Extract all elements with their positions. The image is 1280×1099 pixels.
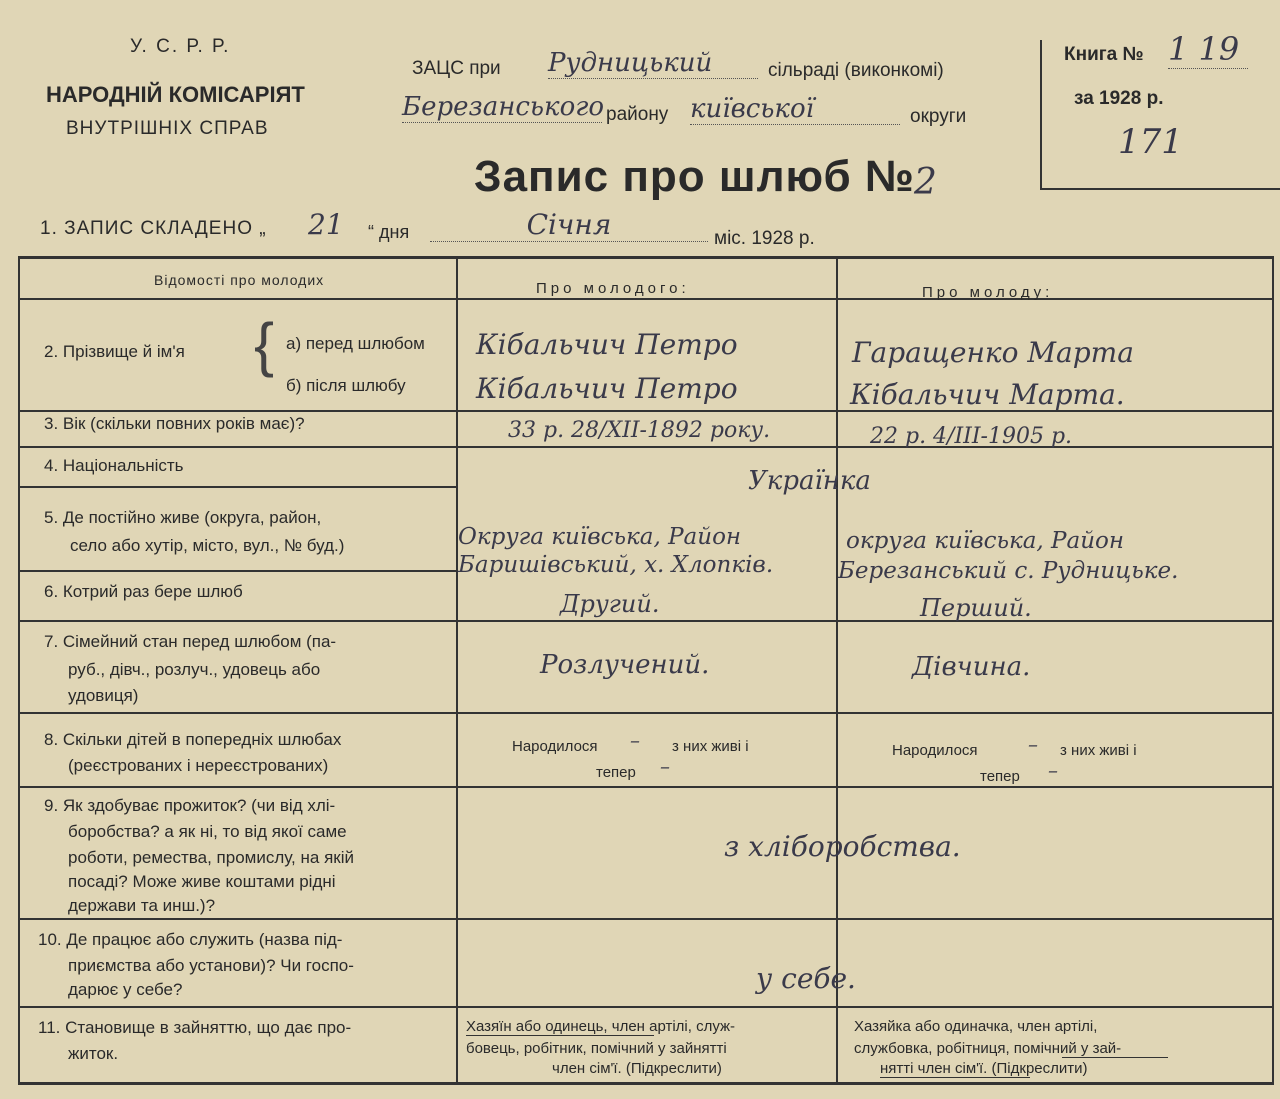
bride-name-before: Гаращенко Марта xyxy=(852,336,1134,369)
table-header-border xyxy=(18,298,1274,300)
groom-children-born: – xyxy=(630,728,640,752)
workplace-value: у себе. xyxy=(756,962,856,995)
row-2-after-label: б) після шлюбу xyxy=(286,376,406,395)
col-bride-header: Про молоду: xyxy=(922,284,1054,301)
col-divider-2 xyxy=(836,256,838,1084)
col-info-header: Відомості про молодих xyxy=(154,272,325,288)
row-border-4 xyxy=(18,446,1274,448)
record-day-suffix: “ дня xyxy=(368,222,410,242)
row-9-label-4: посаді? Може живе коштами рідні xyxy=(68,872,336,891)
bride-occupation-line-1: Хазяйка або одиначка, член артілі, xyxy=(854,1018,1098,1035)
groom-occupation-line-2: бовець, робітник, помічний у зайнятті xyxy=(466,1040,727,1057)
bride-marital-status: Дівчина. xyxy=(912,652,1031,682)
internal-affairs-label: ВНУТРІШНІХ СПРАВ xyxy=(66,118,269,139)
row-4-label: 4. Національність xyxy=(44,456,184,475)
row-11-label-1: 11. Становище в зайняттю, що дає про- xyxy=(38,1018,352,1037)
groom-children-now: – xyxy=(660,754,670,778)
okruha-label: округи xyxy=(910,106,967,127)
row-8-label-1: 8. Скільки дітей в попередніх шлюбах xyxy=(44,730,342,749)
row-border-10 xyxy=(18,918,1274,920)
groom-residence-1: Округа київська, Район xyxy=(458,524,742,550)
row-11-label-2: житок. xyxy=(68,1044,119,1063)
groom-name-after: Кібальчич Петро xyxy=(476,372,738,405)
page-title: Запис про шлюб № xyxy=(474,152,915,201)
groom-age: 33 р. 28/XII-1892 року. xyxy=(508,418,771,443)
groom-choice-underline xyxy=(466,1035,654,1036)
bride-residence-1: округа київська, Район xyxy=(846,528,1125,554)
book-number: 1 19 xyxy=(1168,30,1248,69)
row-9-label-3: роботи, ремества, промислу, на якій xyxy=(68,848,354,867)
col-groom-header: Про молодого: xyxy=(536,280,690,297)
groom-children-born-label: Народилося xyxy=(512,738,598,755)
zags-suffix: сільраді (виконкомі) xyxy=(768,60,944,81)
table-right-border xyxy=(1272,256,1274,1084)
row-5-label-1: 5. Де постійно живе (округа, район, xyxy=(44,508,322,527)
row-9-label-1: 9. Як здобуває прожиток? (чи від хлі- xyxy=(44,796,336,815)
row-7-label-3: удовиця) xyxy=(68,686,139,705)
record-month-suffix: міс. 1928 р. xyxy=(714,228,815,249)
ussr-label: У. С. Р. Р. xyxy=(130,36,231,57)
groom-occupation-line-1: Хазяїн або одинець, член артілі, служ- xyxy=(466,1018,736,1035)
bride-children-now-label: тепер xyxy=(980,768,1020,785)
groom-children-alive-label: з них живі і xyxy=(672,738,749,755)
row-7-label-1: 7. Сімейний стан перед шлюбом (па- xyxy=(44,632,337,651)
book-year: за 1928 р. xyxy=(1074,88,1164,109)
groom-children-now-label: тепер xyxy=(596,764,636,781)
bride-marriage-count: Перший. xyxy=(920,594,1032,622)
groom-name-before: Кібальчич Петро xyxy=(476,328,738,361)
row-2-brace: { xyxy=(254,311,275,378)
livelihood-value: з хліборобства. xyxy=(724,830,961,863)
row-10-label-2: приємства або установи)? Чи госпо- xyxy=(68,956,354,975)
row-border-11 xyxy=(18,1006,1274,1008)
row-border-5 xyxy=(18,486,458,488)
bride-occupation-line-3: нятті член сім'ї. (Підкреслити) xyxy=(880,1060,1088,1077)
row-10-label-1: 10. Де працює або служить (назва під- xyxy=(38,930,343,949)
col-divider-1 xyxy=(456,256,458,1084)
groom-marriage-count: Другий. xyxy=(560,590,660,618)
groom-occupation-line-3: член сім'ї. (Підкреслити) xyxy=(552,1060,722,1077)
bride-children-born-label: Народилося xyxy=(892,742,978,759)
row-3-label: 3. Вік (скільки повних років має)? xyxy=(44,414,305,433)
book-note: 171 xyxy=(1118,122,1183,162)
record-day: 21 xyxy=(308,208,344,241)
record-month: Січня xyxy=(430,208,708,242)
record-number: 2 xyxy=(914,162,937,203)
groom-residence-2: Баришівський, х. Хлопків. xyxy=(458,552,774,578)
row-2-label: 2. Прізвище й ім'я xyxy=(44,342,185,361)
row-2-before-label: а) перед шлюбом xyxy=(286,334,425,353)
table-left-border xyxy=(18,256,20,1084)
bride-name-after: Кібальчич Марта. xyxy=(850,378,1125,411)
bride-occupation-line-2: службовка, робітниця, помічний у зай- xyxy=(854,1040,1122,1057)
commissariat-label: НАРОДНІЙ КОМІСАРІЯТ xyxy=(46,82,305,107)
row-border-7 xyxy=(18,620,1274,622)
row-border-6 xyxy=(18,570,458,572)
table-top-border xyxy=(18,256,1274,259)
okruha-value: київської xyxy=(690,94,900,125)
row-5-label-2: село або хутір, місто, вул., № буд.) xyxy=(70,536,345,555)
row-7-label-2: руб., дівч., розлуч., удовець або xyxy=(68,660,321,679)
district-label: району xyxy=(606,104,669,125)
bride-choice-underline-2 xyxy=(880,1077,1030,1078)
row-9-label-2: боробства? а як ні, то від якої саме xyxy=(68,822,347,841)
row-8-label-2: (реєстрованих і нереєстрованих) xyxy=(68,756,329,775)
row-10-label-3: дарює у себе? xyxy=(68,980,183,999)
bride-residence-2: Березанський с. Рудницьке. xyxy=(838,558,1179,584)
book-label: Книга № xyxy=(1064,44,1144,65)
zags-prefix: ЗАЦС при xyxy=(412,58,501,79)
bride-children-alive-label: з них живі і xyxy=(1060,742,1137,759)
bride-children-born: – xyxy=(1028,732,1038,756)
table-bottom-border xyxy=(18,1082,1274,1085)
zags-village-value: Рудницький xyxy=(548,48,758,79)
bride-age: 22 р. 4/III-1905 р. xyxy=(870,424,1073,449)
bride-children-now: – xyxy=(1048,758,1058,782)
row-border-8 xyxy=(18,712,1274,714)
record-prefix: 1. ЗАПИС СКЛАДЕНО „ xyxy=(40,218,267,239)
row-border-9 xyxy=(18,786,1274,788)
district-value: Березанського xyxy=(402,92,605,122)
groom-marital-status: Розлучений. xyxy=(540,650,710,680)
row-9-label-5: держави та инш.)? xyxy=(68,896,216,915)
row-6-label: 6. Котрий раз бере шлюб xyxy=(44,582,243,601)
nationality-value: Українка xyxy=(748,466,871,496)
bride-choice-underline-1 xyxy=(1062,1057,1168,1058)
